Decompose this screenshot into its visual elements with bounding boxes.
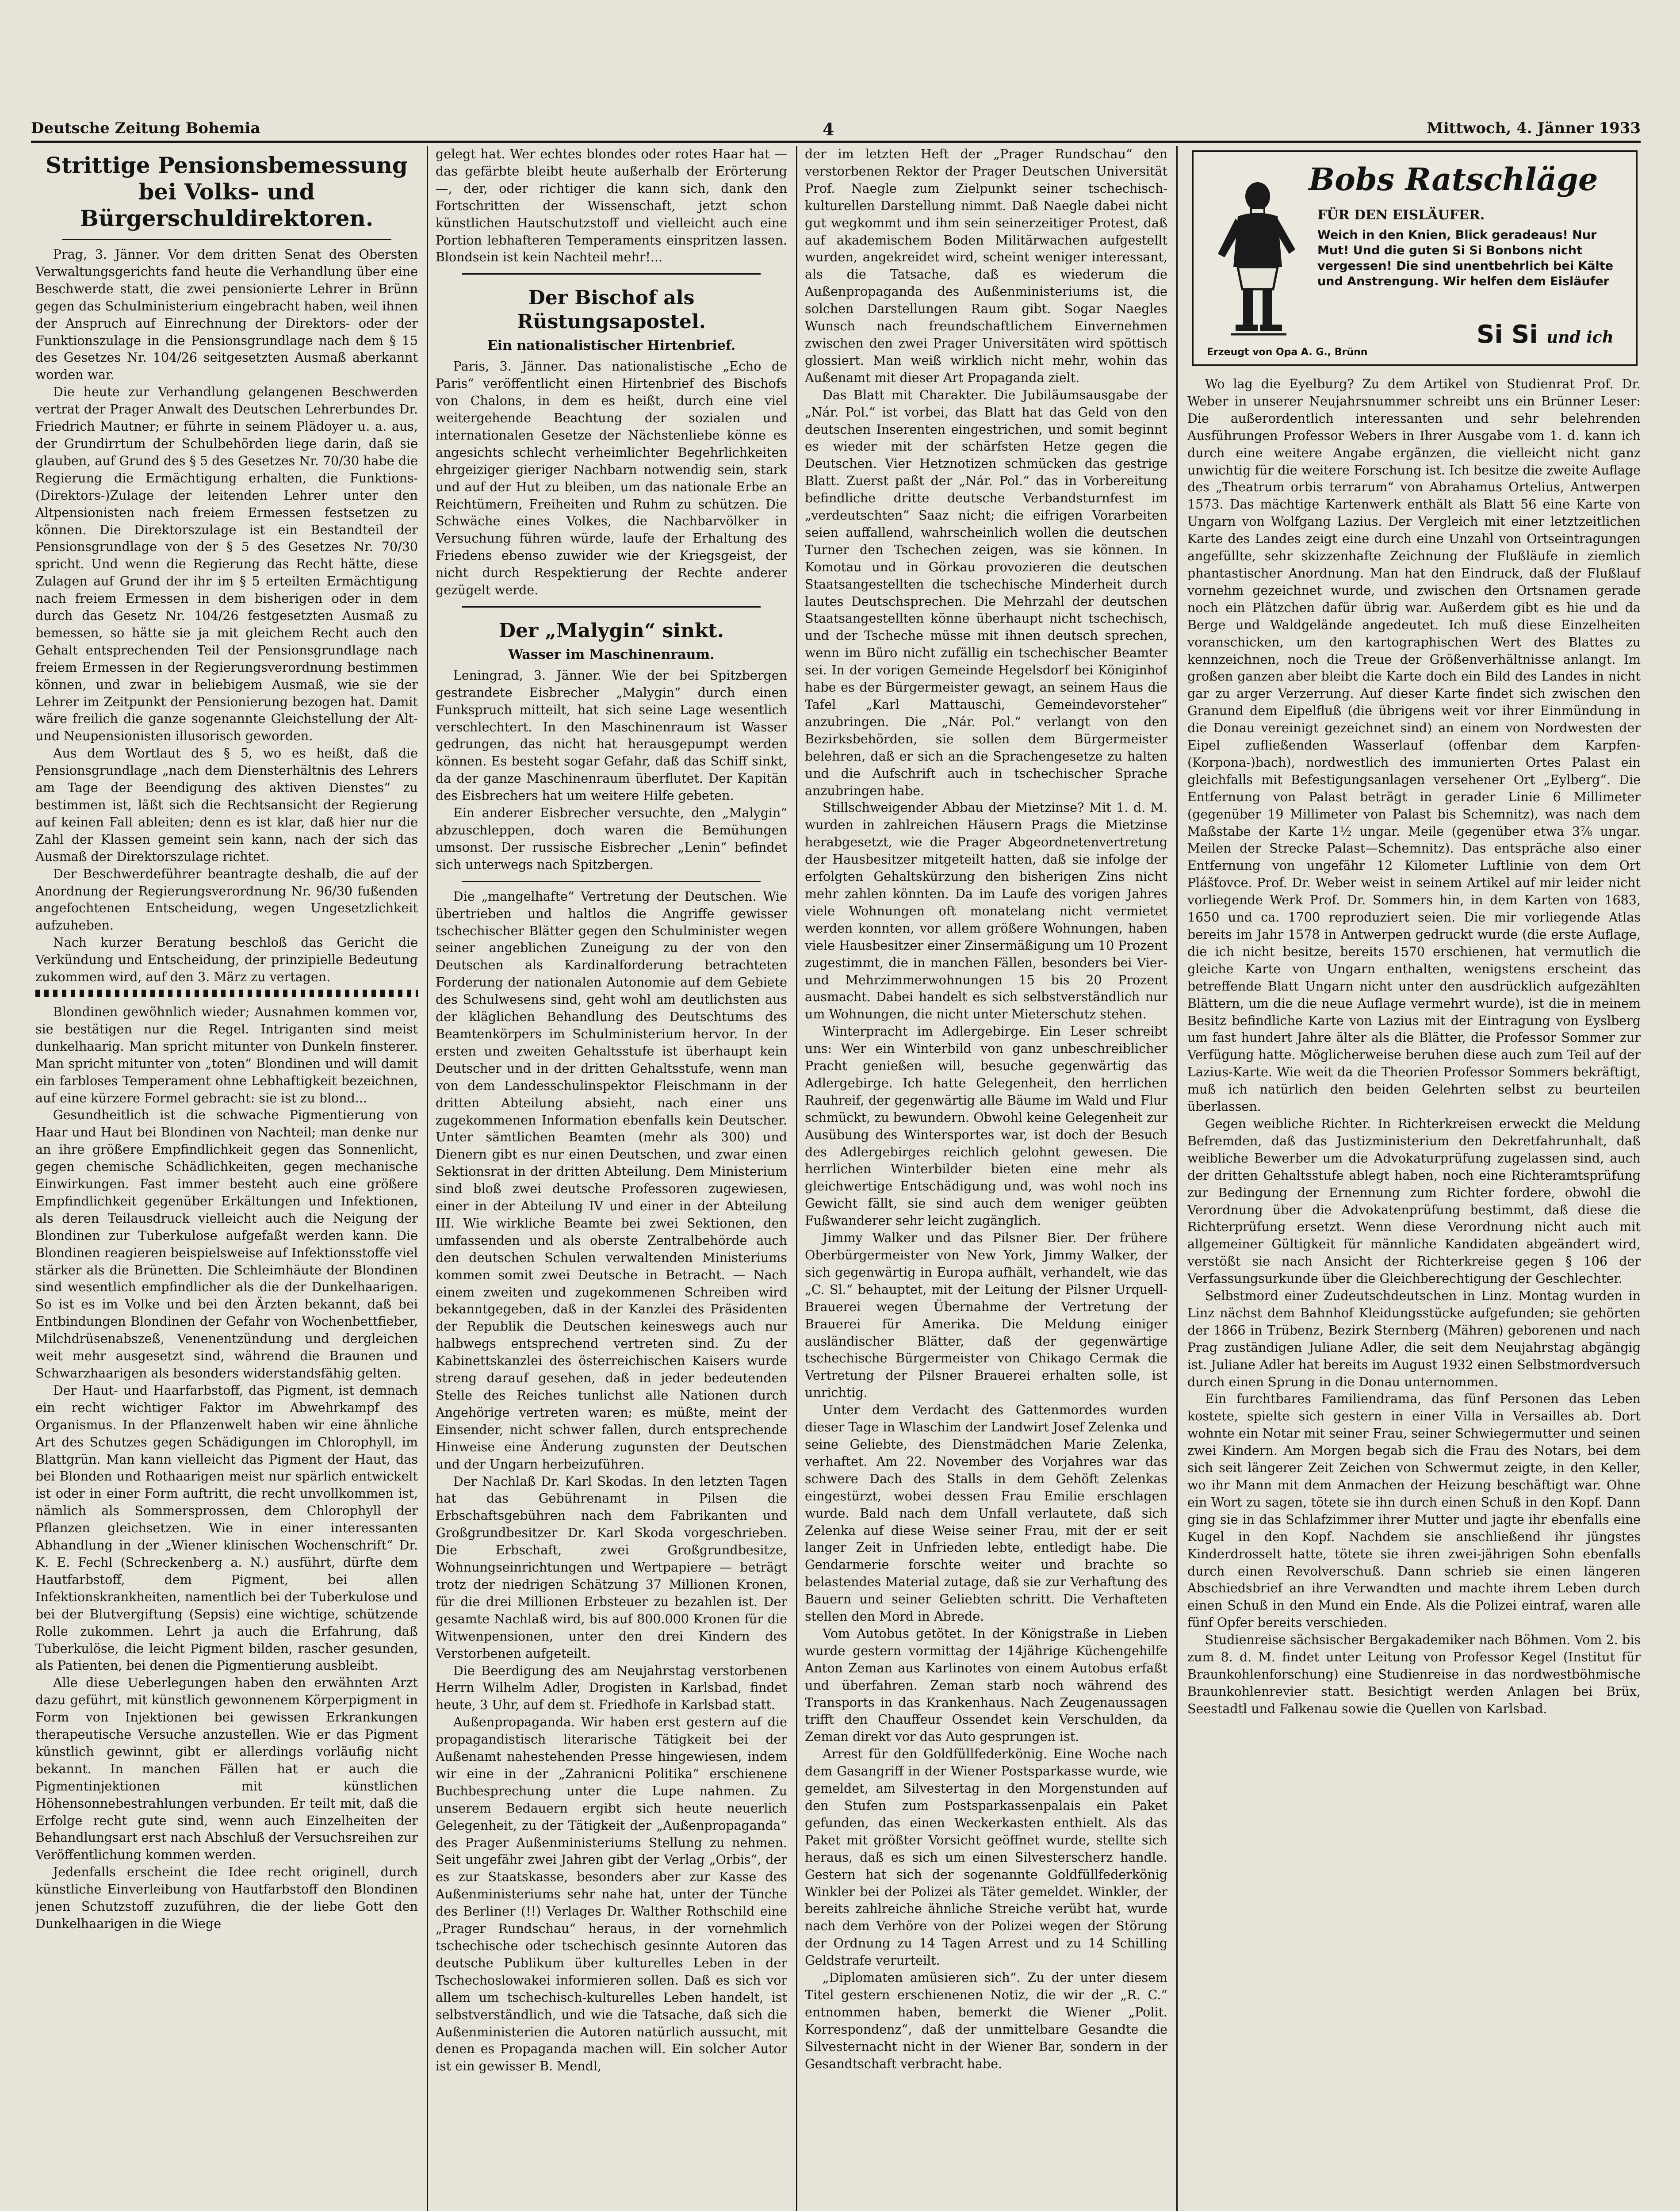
column-divider	[1176, 146, 1178, 2211]
article-paragraph: Die „mangelhafte“ Vertretung der Deutschen. Wie übertrieben und haltlos die Angriffe gewisser tschechischer Blätter gegen den Schulminister wegen seiner angeblichen Zuneigung zu der von den Deutschen als Kardinalforderung betrachteten Forderung der nationalen Autonomie auf dem Gebiete des Schulwesens sind, geht wohl am deutlichsten aus der kläglichen Behandlung des Deutschtums des Beamtenkörpers im Schulministerium hervor. In der ersten und zweiten Gehaltsstufe ist überhaupt kein Deutscher und in der dritten Gehaltsstufe, wenn man von dem Landesschulinspektor Fleischmann in der dritten Abteilung absieht, nach einer uns zugekommenen Information ebenfalls kein Deutscher. Unter sämtlichen Beamten (mehr als 300) und Dienern gibt es nur einen Deutschen, und zwar einen Sektionsrat in der dritten Abteilung. Dem Ministerium sind bloß zwei deutsche Professoren zugewiesen, einer in der Abteilung IV und einer in der Abteilung III. Wie wirkliche Beamte bei zwei Sektionen, den umfassenden und als oberste Zentralbehörde auch den deutschen Schulen verwaltenden Ministeriums kommen somit zwei Deutsche in Betracht. — Nach einem zweiten und zugekommenen Schreiben wird bekanntgegeben, daß in der Kanzlei des Präsidenten der Republik die Deutschen keineswegs auch nur halbwegs entsprechend vertreten sind. Zu der Kabinettskanzlei des österreichischen Kaisers wurde streng darauf gesehen, daß in jeder bedeutenden Stelle des Reiches tunlichst alle Nationen durch Angehörige vertreten waren; es müßte, meint der Einsender, nicht schwer fallen, durch entsprechende Hinweise eine Änderung zugunsten der Deutschen und der Ungarn herbeizuführen.	[436, 889, 787, 1472]
article-subheadline: Wasser im Maschinenraum.	[508, 646, 715, 662]
article-paragraph: Die heute zur Verhandlung gelangenen Beschwerden vertrat der Prager Anwalt des Deutschen Lehrerbundes Dr. Friedrich Mautner; er führte in seinem Plädoyer u. a. aus, der Grundirrtum der Schulbehörden liege darin, daß sie glauben, auf Grund des § 5 des Gesetzes Nr. 70/30 habe die Regierung die Ermächtigung erhalten, die Funktions-(Direktors-)Zulage der leitenden Lehrer unter den Altpensionisten nach freiem Ermessen festsetzen zu können. Die Direktorszulage ist ein Bestandteil der Pensionsgrundlage von der § 5 des Gesetzes Nr. 70/30 spricht. Und wenn die Regierung das Recht hätte, diese Zulagen auf Grund der ihr im § 5 erteilten Ermächtigung nach freiem Ermessen in dem bisherigen oder in dem durch das Gesetz Nr. 104/26 festgesetzten Ausmaß zu bemessen, so hätte sie ja mit gleichem Recht auch den Gehalt entsprechenden Teil der Pensionsgrundlage nach freiem Ermessen in der Regierungsverordnung bestimmen können, und zwar in beliebigem Ausmaß, wie sie der Lehrer im Zeitpunkt der Pensionierung bezogen hat. Damit wäre freilich die ganze sogenannte Gleichstellung der Alt- und Neupensionisten illusorisch geworden.	[35, 385, 418, 744]
article-paragraph: gelegt hat. Wer echtes blondes oder rotes Haar hat — das gefärbte bleibt heute außerhalb der Erörterung —, der, oder richtiger die kann sich, dank den Fortschritten der Wissenschaft, jetzt schon künstlichen Hautschutzstoff und vielleicht auch eine Portion lebhafteren Temperaments einspritzen lassen. Blondsein ist kein Nachteil mehr!...	[436, 147, 787, 265]
article-paragraph: Gegen weibliche Richter. In Richterkreisen erweckt die Meldung Befremden, daß das Justizministerium den Dekretfahrunhalt, daß weibliche Bewerber um die Advokaturprüfung zugelassen sind, auch der dritten Gehaltsstufe ablegt haben, noch eine Richteramtsprüfung zur Bedingung der Ernennung zum Richter fordere, obwohl die Verordnung über die Advokatenprüfung bestimmt, daß diese die Richterprüfung ersetzt. Wenn diese Verordnung nicht auch mit allgemeiner Gültigkeit für männliche Kandidaten abgeändert wird, verstößt sie nach Ansicht der Richterkreise gegen § 106 der Verfassungsurkunde über die Gleichberechtigung der Geschlechter.	[1187, 1116, 1641, 1286]
ad-body: Weich in den Knien, Blick geradeaus! Nur Mut! Und die guten Si Si Bonbons nicht vergessen! Die sind unentbehrlich bei Kälte und Anstrengung. Wir helfen dem Eisläufer	[1317, 228, 1614, 288]
article-paragraph: Aus dem Wortlaut des § 5, wo es heißt, daß die Pensionsgrundlage „nach dem Diensterhältnis des Lehrers am Tage der Beendigung des aktiven Dienstes“ zu bestimmen ist, läßt sich die Rechtsansicht der Regierung auf keinen Fall ableiten; denn es ist klar, daß hier nur die Zahl der Klassen gemeint sein kann, nach der sich das Ausmaß der Direktorszulage richtet.	[35, 746, 418, 864]
article-paragraph: „Diplomaten amüsieren sich“. Zu der unter diesem Titel gestern erschienenen Notiz, die wir der „R. C.“ entnommen haben, bemerkt die Wiener „Polit. Korrespondenz“, daß der unmittelbare Gesandte die Silvesternacht nicht in der Wiener Bar, sondern in der Gesandtschaft verbracht habe.	[805, 1970, 1167, 2071]
article-headline: Der „Malygin“ sinkt.	[498, 619, 724, 642]
article-paragraph: Ein anderer Eisbrecher versuchte, den „Malygin“ abzuschleppen, doch waren die Bemühungen umsonst. Der russische Eisbrecher „Lenin“ befindet sich unterwegs nach Spitzbergen.	[436, 806, 787, 872]
article-paragraph: Vom Autobus getötet. In der Königstraße in Lieben wurde gestern vormittag der 14jährige Küchengehilfe Anton Zeman aus Karlinotes von einem Autobus erfaßt und überfahren. Zeman starb noch während des Transports in das Krankenhaus. Nach Zeugenaussagen trifft den Chauffeur Ossendet kein Verschulden, da Zeman direkt vor das Auto gesprungen ist.	[805, 1626, 1167, 1744]
article-paragraph: Leningrad, 3. Jänner. Wie der bei Spitzbergen gestrandete Eisbrecher „Malygin“ durch einen Funkspruch mitteilt, hat sich seine Lage wesentlich verschlechtert. In den Maschinenraum ist Wasser gedrungen, das nicht hat herausgepumpt werden können. Es besteht sogar Gefahr, daß das Schiff sinkt, da der ganze Maschinenraum überflutet. Der Kapitän des Eisbrechers hat um weitere Hilfe gebeten.	[436, 668, 787, 803]
page-number: 4	[823, 119, 834, 139]
article-separator	[462, 273, 761, 275]
brand-suffix: und ich	[1546, 328, 1614, 347]
article-paragraph: Unter dem Verdacht des Gattenmordes wurden dieser Tage in Wlaschim der Landwirt Josef Zelenka und seine Geliebte, des Dienstmädchen Marie Zelenka, verhaftet. Am 22. November des Vorjahres war das schwere Dach des Stalls in dem Gehöft Zelenkas eingestürzt, wobei dessen Frau Emilie erschlagen wurde. Bald nach dem Unfall verlautete, daß sich Zelenka auf diese Weise seiner Frau, mit der er seit langer Zeit in Unfrieden lebte, entledigt habe. Die Gendarmerie forschte weiter und brachte so belastendes Material zutage, daß sie zur Verhaftung des Bauern und seiner Geliebten schritt. Die Verhafteten stellen den Mord in Abrede.	[805, 1403, 1167, 1624]
article-paragraph: Der Nachlaß Dr. Karl Skodas. In den letzten Tagen hat das Gebührenamt in Pilsen die Erbschaftsgebühren nach dem Fabrikanten und Großgrundbesitzer Dr. Karl Skoda vorgeschrieben. Die Erbschaft, zwei Großgrundbesitze, Wohnungseinrichtungen und Wertpapiere — beträgt trotz der niedrigen Schätzung 37 Millionen Kronen, für die drei Millionen Erbsteuer zu bezahlen ist. Der gesamte Nachlaß wird, bis auf 800.000 Kronen für die Witwenpensionen, unter den drei Kindern des Verstorbenen aufgeteilt.	[436, 1474, 787, 1661]
column-3	[805, 146, 1167, 2211]
article-separator	[462, 606, 761, 608]
article-headline: Der Bischof als Rüstungsapostel.	[517, 287, 706, 333]
article-paragraph: Studienreise sächsischer Bergakademiker nach Böhmen. Vom 2. bis zum 8. d. M. findet unter Leitung von Professor Kegel (Institut für Braunkohlenforschung) eine Studienreise in das nordwestböhmische Braunkohlenrevier statt. Besichtigt werden Anlagen bei Brüx, Seestadtl und Falkenau sowie die Quellen von Karlsbad.	[1187, 1633, 1641, 1716]
column-divider	[796, 146, 797, 2211]
ad-title: Bobs Ratschläge	[1309, 161, 1598, 198]
headline-rule	[62, 239, 391, 240]
article-separator	[462, 881, 761, 882]
article-paragraph: Die Beerdigung des am Neujahrstag verstorbenen Herrn Wilhelm Adler, Drogisten in Karlsbad, findet heute, 3 Uhr, auf dem st. Friedhofe in Karlsbad statt.	[436, 1663, 787, 1713]
article-paragraph: Arrest für den Goldfüllfederkönig. Eine Woche nach dem Gasangriff in der Wiener Postsparkasse wurde, wie gemeldet, am Silvestertag in den Morgenstunden auf den Stufen zum Postsparkassenpalais ein Paket gefunden, das einen Weckerkasten enthielt. Als das Paket mit größter Vorsicht geöffnet wurde, stellte sich heraus, daß es sich um einen Silvesterscherz handle. Gestern hat sich der sogenannte Goldfüllfederkönig Winkler bei der Polizei als Täter gemeldet. Winkler, der bereits zahlreiche ähnliche Streiche verübt hat, wurde nach dem Verhöre von der Polizei wegen der Störung der Ordnung zu 14 Tagen Arrest und zu 14 Schilling Geldstrafe verurteilt.	[805, 1747, 1167, 1968]
sisi-advertisement	[1192, 150, 1638, 366]
article-paragraph: der im letzten Heft der „Prager Rundschau“ den verstorbenen Rektor der Prager Deutschen Universität Prof. Naegle zum Zielpunkt seiner tschechisch-kulturellen Darstellung nimmt. Daß Naegle dabei nicht gut wegkommt und ihm sein seinerzeitiger Protest, daß auf akademischem Boden Militärwachen aufgestellt wurden, angekreidet wird, scheint weniger interessant, als die Tatsache, daß es wiederum die Außenpropaganda des Außenministeriums ist, die solchen Darstellungen Raum gibt. Sogar Naegles Wunsch nach freundschaftlichem Einvernehmen zwischen den zwei Prager Universitäten wird spöttisch glossiert. Man weiß wirklich nicht mehr, wohin das Außenamt mit dieser Art Propaganda zielt.	[805, 147, 1167, 385]
article-paragraph: Paris, 3. Jänner. Das nationalistische „Echo de Paris“ veröffentlicht einen Hirtenbrief des Bischofs von Chalons, in dem es heißt, durch eine viel weitergehende Beachtung der sozialen und internationalen Gesetze der Nächstenliebe könne es angesichts schlecht verheimlichter Begehrlichkeiten ehrgeiziger gieriger Nachbarn notwendig sein, stark und auf der Hut zu bleiben, um das nationale Erbe an Reichtümern, Freiheiten und Ruhm zu schützen. Die Schwäche eines Volkes, die Nachbarvölker in Versuchung führen würde, laufe der Erhaltung des Friedens ebenso zuwider wie der Kriegsgeist, der nicht durch Respektierung der Rechte anderer gezügelt werde.	[436, 359, 787, 598]
article-paragraph: Stillschweigender Abbau der Mietzinse? Mit 1. d. M. wurden in zahlreichen Häusern Prags die Mietzinse herabgesetzt, wie die Prager Abgeordnetenvertretung der Hausbesitzer mitgeteilt hatten, daß sie infolge der erfolgten Gehaltskürzung den bisherigen Zins nicht mehr zahlen könnten. Da im Laufe des vorigen Jahres viele Wohnungen oft monatelang nicht vermietet werden konnten, vor allem größere Wohnungen, haben viele Hausbesitzer einer Zinsermäßigung um 10 Prozent zugestimmt, die in manchen Fällen, besonders bei Vier- und Mehrzimmerwohnungen 15 bis 20 Prozent ausmacht. Dabei handelt es sich selbstverständlich nur um Wohnungen, die nicht unter Mieterschutz stehen.	[805, 800, 1167, 1022]
ice-skater-illustration	[1211, 179, 1300, 338]
ad-maker: Erzeugt von Opa A. G., Brünn	[1207, 347, 1368, 358]
column-4	[1187, 376, 1641, 2211]
article-paragraph: Ein furchtbares Familiendrama, das fünf Personen das Leben kostete, spielte sich gestern in einer Villa in Versailles ab. Dort wohnte ein Notar mit seiner Frau, seiner Schwiegermutter und seinen zwei Kindern. Am Morgen begab sich die Frau des Notars, bei dem sich seit längerer Zeit Zeichen von Schwermut zeigte, in den Keller, wo ihr Mann mit dem Anmachen der Heizung beschäftigt war. Ohne ein Wort zu sagen, tötete sie ihn durch einen Schuß in den Kopf. Dann ging sie in das Schlafzimmer ihrer Mutter und jagte ihr ebenfalls eine Kugel in den Kopf. Nachdem sie anschließend ihr jüngstes Kinderdrosselt hatte, tötete sie ihren zwei-jährigen Sohn ebenfalls durch einen Revolverschuß. Dann schrieb sie einen längeren Abschiedsbrief an ihre Verwandten und machte ihrem Leben durch einen Schuß in den Mund ein Ende. Als die Polizei eintraf, waren alle fünf Opfer bereits verschieden.	[1187, 1392, 1641, 1630]
masthead-rule	[31, 141, 1641, 143]
column-2	[436, 146, 787, 2211]
article-paragraph: Alle diese Ueberlegungen haben den erwähnten Arzt dazu geführt, mit künstlich gewonnenem Körperpigment in Form von Injektionen bei gewissen Erkrankungen therapeutische Versuche anzustellen. Wie er das Pigment künstlich gewinnt, gibt er allerdings vorläufig nicht bekannt. In manchen Fällen hat er auch die Pigmentinjektionen mit künstlichen Höhensonnebestrahlungen verbunden. Er teilt mit, daß die Erfolge recht gute sind, wenn auch Einzelheiten der Behandlungsart erst nach Abschluß der Versuchsreihen zur Veröffentlichung kommen werden.	[35, 1675, 418, 1863]
article-paragraph: Der Haut- und Haarfarbstoff, das Pigment, ist demnach ein recht wichtiger Faktor im Abwehrkampf des Organismus. In der Pflanzenwelt haben wir eine ähnliche Art des Schutzes gegen Schädigungen im Chlorophyll, im Blattgrün. Man kann vielleicht das Pigment der Haut, das bei Blonden und Rothaarigen meist nur spärlich entwickelt ist oder in einer Form auftritt, die recht unvollkommen ist, nämlich als Sommersprossen, dem Chlorophyll der Pflanzen gleichsetzen. Wie in einer interessanten Abhandlung in der „Wiener klinischen Wochenschrift“ Dr. K. E. Fechl (Schreckenberg a. N.) ausführt, dürfte dem Hautfarbstoff, dem Pigment, bei allen Infektionskrankheiten, namentlich bei der Tuberkulose und bei der Blutvergiftung (Sepsis) eine wichtige, schützende Rolle zukommen. Lehrt ja auch die Erfahrung, daß Tuberkulöse, die leicht Pigment bilden, rascher gesunden, als Patienten, bei denen die Pigmentierung ausbleibt.	[35, 1383, 418, 1673]
article-paragraph: Nach kurzer Beratung beschloß das Gericht die Verkündung und Entscheidung, der prinzipielle Bedeutung zukommen wird, auf den 3. März zu vertagen.	[35, 935, 418, 985]
article-subheadline: Ein nationalistischer Hirtenbrief.	[487, 338, 736, 354]
article-paragraph: Selbstmord einer Zudeutschdeutschen in Linz. Montag wurden in Linz nächst dem Bahnhof Kleidungsstücke aufgefunden; sie gehörten der 1866 in Trübenz, Bezirk Sternberg (Mähren) geborenen und nach Prag zuständigen Juliane Adler, die seit dem Neujahrstag abgängig ist. Juliane Adler hat bereits im August 1932 einen Selbstmordversuch durch einen Sprung in die Donau unternommen.	[1187, 1289, 1641, 1389]
masthead	[31, 111, 1641, 142]
article-paragraph: Winterpracht im Adlergebirge. Ein Leser schreibt uns: Wer ein Winterbild von ganz unbeschreiblicher Pracht genießen will, besuche gegenwärtig das Adlergebirge. Ich hatte Gelegenheit, den herrlichen Rauhreif, der gegenwärtig alle Bäume im Wald und Flur schmückt, zu bewundern. Obwohl keine Gelegenheit zur Ausübung des Wintersportes war, ist doch der Besuch des Adlergebirges reichlich gelohnt gewesen. Die herrlichen Winterbilder bieten eine mehr als gleichwertige Entschädigung und, was wohl noch ins Gewicht fällt, sie sind auch dem weniger geübten Fußwanderer sehr leicht zugänglich.	[805, 1024, 1167, 1228]
article-paragraph: Wo lag die Eyelburg? Zu dem Artikel von Studienrat Prof. Dr. Weber in unserer Neujahrsnummer schreibt uns ein Brünner Leser: Die außerordentlich interessanten und sehr belehrenden Ausführungen Professor Webers in Ihrer Ausgabe vom 1. d. kann ich durch eine weitere Angabe ergänzen, die vielleicht nicht ganz unwichtig für die weitere Forschung ist. Ich besitze die zweite Auflage des „Theatrum orbis terrarum“ von Abrahamus Ortelius, Antwerpen 1573. Das mächtige Kartenwerk enthält als Blatt 56 eine Karte von Ungarn von Wolfgang Lazius. Der Vergleich mit einer letztzeitlichen Karte des Landes zeigt eine durch eine Unzahl von Ortseintragungen angefüllte, sehr skizzenhafte Zeichnung der Flußläufe in ziemlich phantastischer Anordnung. Man hat den Eindruck, daß der Flußlauf vornehm gezeichnet wurde, und zwischen den Ortsnamen gerade noch ein Plätzchen dafür übrig war. Außerdem gibt es hie und da Berge und Waldgelände angedeutet. Ich muß diese Einzelheiten voranschicken, um den kartographischen Wert des Blattes zu kennzeichnen, noch die Treue der Größenverhältnisse anlangt. Im großen ganzen aber bleibt die Karte doch ein Bild des Landes in nicht gar zu arger Verzerrung. Auf dieser Karte findet sich zwischen den Granund dem Eipelfluß (die übrigens weit vor ihrer Einmündung in die Donau vereinigt gezeichnet sind) an einem von Nordwesten der Eipel zufließenden Wasserlauf (offenbar dem Karpfen- (Korpona-)bach), nordwestlich des immunierten Ortes Palast ein gleichfalls mit Befestigungsanlagen versehener Ort „Eylberg“. Die Entfernung von Palast beträgt in gerader Linie 6 Millimeter (gegenüber 19 Millimeter von Palast bis Schemnitz), was nach dem Maßstabe der Karte 1½ ungar. Meile (gegenüber etwa 3⅞ ungar. Meilen der Strecke Palast—Schemnitz). Das entspräche also einer Entfernung von ungefähr 12 Kilometer Luftlinie von dem Ort Plášťovce. Prof. Dr. Weber weist in seinem Artikel auf mir leider nicht vorliegende Werk Prof. Dr. Sommers hin, in dem Karten von 1683, 1650 und ca. 1700 reproduziert seien. Die mir vorliegende Atlas bereits im Jahr 1578 in Antwerpen gedruckt wurde (die erste Auflage, die ich nicht besitze, bereits 1570 erschienen, hat vermutlich die gleiche Karte von Ungarn enthalten, wenigstens erscheint das betreffende Blatt Ungarn nicht unter den ausdrücklich aufgezählten Blättern, um die die neue Auflage vermehrt wurde), ist die in meinem Besitz befindliche Karte von Lazius mit der Eintragung von Eyslberg um fast hundert Jahre älter als die Blätter, die Professor Sommer zur Verfügung hatte. Möglicherweise beruhen diese auch zum Teil auf der Lazius-Karte. Wie weit da die Theorien Professor Sommers bekräftigt, muß ich natürlich den beiden Gelehrten selbst zu beurteilen überlassen.	[1187, 377, 1641, 1114]
article-paragraph: Prag, 3. Jänner. Vor dem dritten Senat des Obersten Verwaltungsgerichts fand heute die Verhandlung über eine Beschwerde statt, die zwei pensionierte Lehrer in Brünn gegen das Schulministerium eingebracht haben, weil ihnen der Anspruch auf Einrechnung der Direktors- oder der Funktionszulage in die Pensionsgrundlage nach dem § 15 des Gesetzes Nr. 104/26 seitgesetzten Ausmaß aberkannt worden war.	[35, 247, 418, 383]
article-paragraph: Blondinen gewöhnlich wieder; Ausnahmen kommen vor, sie bestätigen nur die Regel. Intriganten sind meist dunkelhaarig. Man spricht mitunter von Dunkeln finsterer. Man spricht mitunter von „toten“ Blondinen und will damit ein farbloses Temperament ohne Lebhaftigkeit bezeichnen, auf eine kürzere Formel gebracht: sie ist zu blond...	[35, 1004, 418, 1106]
article-paragraph: Außenpropaganda. Wir haben erst gestern auf die propagandistisch literarische Tätigkeit bei der Außenamt nahestehenden Presse hingewiesen, indem wir eine in der „Zahranicni Politika“ erschienene Buchbesprechung unter die Lupe nahmen. Zu unserem Bedauern ergibt sich heute neuerlich Gelegenheit, zu der Tätigkeit der „Außenpropaganda“ des Prager Außenministeriums Stellung zu nehmen. Seit ungefähr zwei Jahren gibt der Verlag „Orbis“, der es zur Staatskasse, besonders aber zur Kasse des Außenministeriums sehr nahe hat, unter der Tünche des Berliner (!!) Verlages Dr. Walther Rothschild eine „Prager Rundschau“ heraus, in der vornehmlich tschechische oder tschechisch gesinnte Autoren das deutsche Publikum über kulturelles Leben in der Tschechoslowakei informieren sollen. Daß es sich vor allem um tschechisch-kulturelles Leben handelt, ist selbstverständlich, und wie die Tatsache, daß sich die Außenministerien die Autoren natürlich aussucht, mit denen es Propaganda machen will. Ein solcher Autor ist ein gewisser B. Mendl,	[436, 1715, 787, 2074]
column-1	[35, 146, 418, 2211]
column-divider	[427, 146, 428, 2211]
ad-brand	[1477, 320, 1614, 349]
article-headline: Strittige Pensionsbemessung bei Volks- und Bürgerschuldirektoren.	[46, 152, 408, 231]
article-paragraph: Jedenfalls erscheint die Idee recht originell, durch künstliche Einverleibung von Hautfarbstoff den Blondinen jenen Schutzstoff zuzuführen, die der liebe Gott den Dunkelhaarigen in die Wiege	[35, 1865, 418, 1931]
article-paragraph: Gesundheitlich ist die schwache Pigmentierung von Haar und Haut bei Blondinen von Nachteil; man denke nur an ihre größere Empfindlichkeit gegen das Sonnenlicht, gegen chemische Schädlichkeiten, gegen mechanische Einwirkungen. Fast immer besteht auch eine größere Empfindlichkeit gegenüber Erkältungen und Infektionen, als deren Teilausdruck vielleicht auch die Neigung der Blondinen zur Tuberkulose aufgefaßt werden kann. Die Blondinen reagieren beispielsweise auf Infektionsstoffe viel stärker als die Brünetten. Die Schleimhäute der Blondinen sind wesentlich empfindlicher als die der Dunkelhaarigen. So ist es im Volke und bei den Ärzten bekannt, daß bei Entbindungen Blondinen der Gefahr von Wochenbettfieber, Milchdrüsenabszeß, Venenentzündung und dergleichen weit mehr ausgesetzt sind, während die Braunen und Schwarzhaarigen als besonders widerstandsfähig gelten.	[35, 1108, 418, 1381]
brand-name: Si Si	[1477, 320, 1538, 349]
article-paragraph: Das Blatt mit Charakter. Die Jubiläumsausgabe der „Nár. Pol.“ ist vorbei, das Blatt hat das Geld von den deutschen Inserenten eingestrichen, und somit beginnt es wieder mit der schärfsten Hetze gegen die Deutschen. Vier Hetznotizen schmücken das gestrige Blatt. Zuerst paßt der „Nár. Pol.“ das in Vorbereitung befindliche dritte deutsche Verbandsturnfest im „verdeutschten“ Saaz nicht; die eifrigen Vorarbeiten seien auffallend, wahrscheinlich wollen die deutschen Turner den Tschechen zeigen, was sie können. In Komotau und in Görkau provozieren die deutschen Staatsangestellten die tschechische Minderheit durch lautes Deutschsprechen. Die Mehrzahl der deutschen Staatsangestellten könne überhaupt nicht tschechisch, und der Tscheche müsse mit ihnen deutsch sprechen, wenn im Büro nicht zufällig ein tschechischer Beamter sei. In der vorigen Gemeinde Hegelsdorf bei Königinhof habe es der Bürgermeister gewagt, an seinem Haus die Tafel „Karl Mattauschi, Gemeindevorsteher“ anzubringen. Die „Nár. Pol.“ verlangt von den Bezirksbehörden, sie sollen dem Bürgermeister belehren, daß er sich an die Sprachengesetze zu halten und die Aufschrift auch in tschechischer Sprache anzubringen habe.	[805, 387, 1167, 798]
article-paragraph: Der Beschwerdeführer beantragte deshalb, die auf der Anordnung der Regierungsverordnung Nr. 96/30 fußenden angefochtenen Entscheidung, wegen Ungesetzlichkeit aufzuheben.	[35, 866, 418, 933]
article-separator	[35, 990, 418, 997]
paper-name: Deutsche Zeitung Bohemia	[31, 119, 260, 137]
issue-date: Mittwoch, 4. Jänner 1933	[1427, 119, 1641, 137]
article-paragraph: Jimmy Walker und das Pilsner Bier. Der frühere Oberbürgermeister von New York, Jimmy Walker, der sich gegenwärtig in Europa aufhält, verhandelt, wie das „C. Sl.“ behauptet, mit der Leitung der Pilsner Urquell-Brauerei wegen Übernahme der Vertretung der Brauerei für Amerika. Die Meldung einiger ausländischer Blätter, daß der gegenwärtige tschechische Bürgermeister von Chikago Cermak die Vertretung der Pilsner Brauerei erhalten solle, ist unrichtig.	[805, 1231, 1167, 1400]
ad-heading: FÜR DEN EISLÄUFER.	[1317, 207, 1485, 223]
